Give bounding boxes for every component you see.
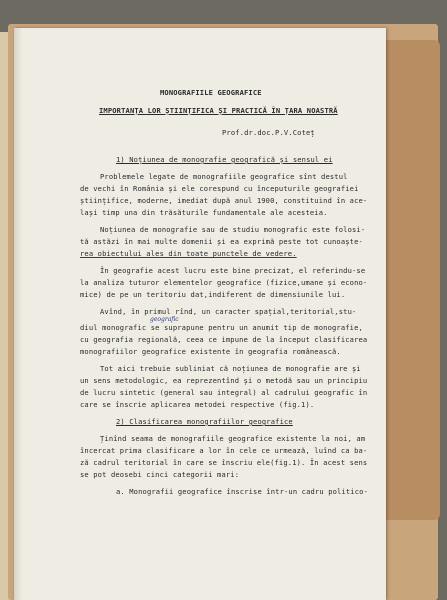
text-line: încercat prima clasificare a lor în cele ce urmează, luînd ca ba- <box>80 446 368 455</box>
text-line: de vechi în România și ele corespund cu începuturile geografiei <box>80 184 359 193</box>
text-line: În geografie acest lucru este bine precizat, el referindu-se <box>100 266 366 275</box>
text-line: monografiilor geografice existente în geografia românească. <box>80 347 341 356</box>
doc-author: Prof.dr.doc.P.V.Coteț <box>222 128 315 137</box>
list-item-a: a. Monografii geografice înscrise într-un cadru politico- <box>116 487 368 496</box>
section-heading-1: 1) Noțiunea de monografie geografică și sensul ei <box>116 155 333 164</box>
section-heading-2: 2) Clasificarea monografiilor geografice <box>116 417 293 426</box>
text-line: se pot deosebi cinci categorii mari: <box>80 470 240 479</box>
text-line: mice) de pe un teritoriu dat,indiferent de dimensiunile lui. <box>80 290 346 299</box>
text-line: lași timp una din trăsăturile fundamentale ale acesteia. <box>80 208 328 217</box>
text-line: Ținînd seama de monografiile geografice existente la noi, am <box>100 434 366 443</box>
doc-subtitle: IMPORTANȚA LOR ȘTIINȚIFICA ȘI PRACTICĂ ÎN ȚARA NOASTRĂ <box>99 106 338 115</box>
text-line: un sens metodologic, ea reprezentînd și o metodă sau un principiu <box>80 376 368 385</box>
text-line: Noțiunea de monografie sau de studiu monografic este folosi- <box>100 225 366 234</box>
text-line: Problemele legate de monografiile geografice sînt destul <box>100 172 348 181</box>
text-line: Avînd, în primul rînd, un caracter spațial,teritorial,stu- <box>100 307 357 316</box>
text-line: care se înscrie aplicarea metodei respective (fig.1). <box>80 400 315 409</box>
text-line: tă astăzi în mai multe domenii și ea exprimă peste tot cunoaște- <box>80 237 363 246</box>
handwritten-note: geografic <box>150 316 179 323</box>
text-line: diul monografic se suprapune pentru un anumit tip de monografie, <box>80 323 363 332</box>
text-line: Tot aici trebuie subliniat că noțiunea de monografie are și <box>100 364 361 373</box>
text-line: de lucru sintetic (general sau integral) al cadrului geografic în <box>80 388 368 397</box>
text-line: cu geografia regională, ceea ce impune de la început clasificarea <box>80 335 368 344</box>
text-line: la analiza tuturor elementelor geografice (fizice,umane și econo- <box>80 278 368 287</box>
text-line: științifice, moderne, imediat după anul 1900, constituind în ace- <box>80 196 368 205</box>
text-line: ză cadrul teritorial în care se înscriu ele(fig.1). În acest sens <box>80 458 368 467</box>
text-line: rea obiectului ales din toate punctele de vedere. <box>80 249 297 258</box>
doc-title: MONOGRAFIILE GEOGRAFICE <box>160 88 262 97</box>
